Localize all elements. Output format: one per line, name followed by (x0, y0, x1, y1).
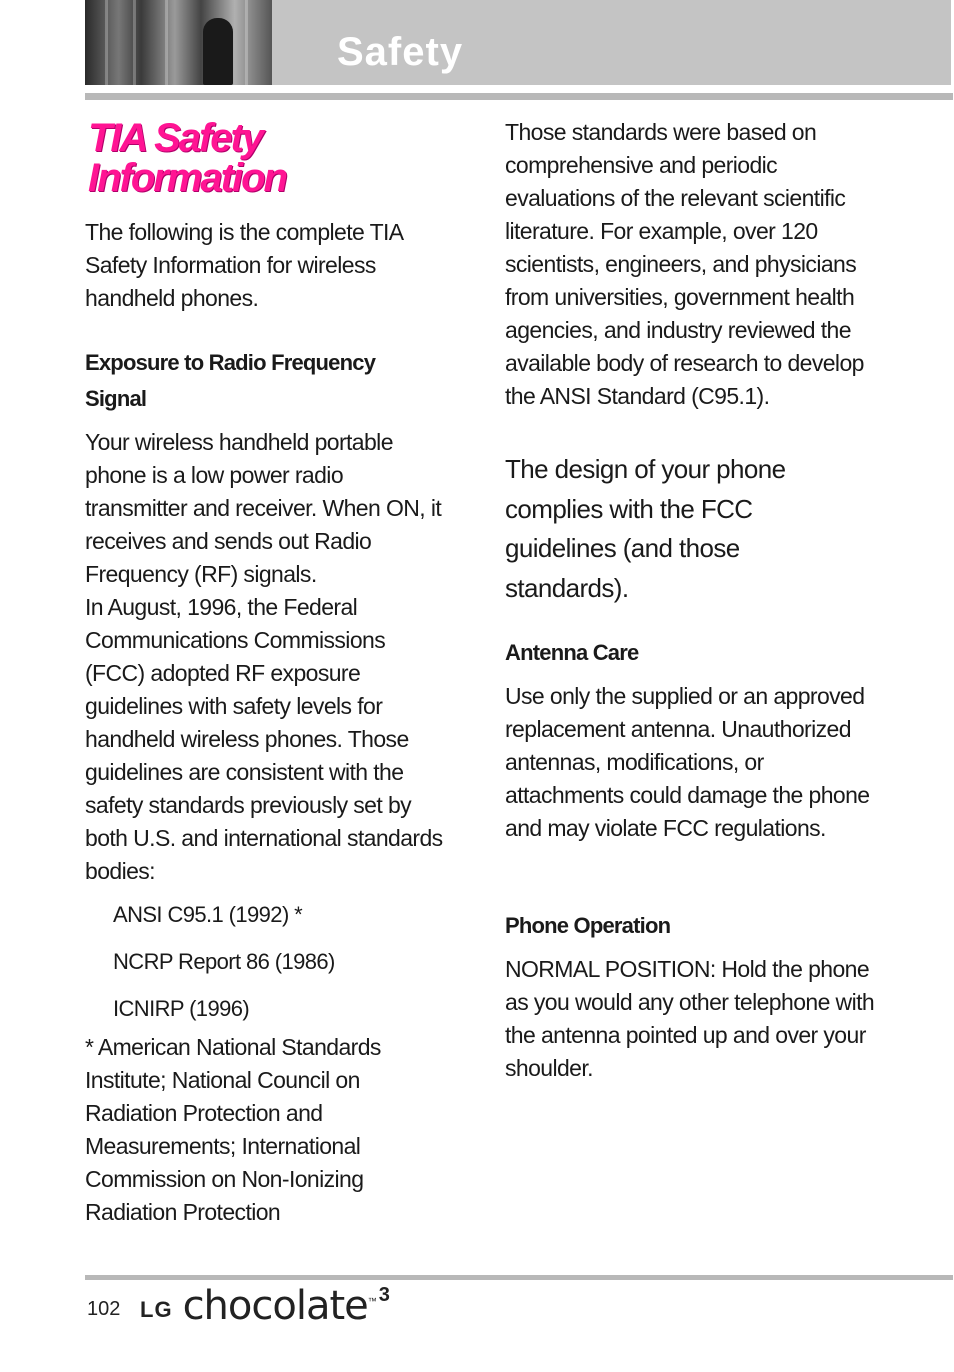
footer-rule (85, 1275, 953, 1280)
exposure-paragraph-1: Your wireless handheld portable phone is a low power radio transmitter and receiver. When ON, it receives and sends out Radio Frequency (RF) signals. (85, 429, 442, 587)
phone-operation-heading: Phone Operation (505, 913, 671, 938)
exposure-heading (85, 345, 445, 417)
model-number-superscript: 3 (378, 1284, 390, 1306)
standards-paragraph: Those standards were based on comprehensive and periodic evaluations of the relevant scientific literature. For example, over 120 scientists, engineers, and physicians from universities, government health agencies, and industry reviewed the available body of research to develop the ANSI Standard (C95.1). (505, 119, 864, 409)
standard-item: ANSI C95.1 (1992) * (113, 902, 303, 927)
design-paragraph: The design of your phone complies with the FCC guidelines (and those standards). (505, 454, 786, 603)
exposure-heading-line-2: Signal (85, 386, 147, 411)
standards-footnote: * American National Standards Institute; National Council on Radiation Protection and Measurements; International Commission on Non-Ionizing Radiation Protection (85, 1034, 381, 1225)
standard-item: ICNIRP (1996) (113, 996, 250, 1021)
section-title-line-1: TIA Safety (88, 116, 263, 160)
phone-operation-paragraph: NORMAL POSITION: Hold the phone as you would any other telephone with the antenna pointed up and over your shoulder. (505, 956, 875, 1081)
antenna-care-paragraph: Use only the supplied or an approved replacement antenna. Unauthorized antennas, modifications, or attachments could damage the phone and may violate FCC regulations. (505, 683, 870, 841)
antenna-care-heading: Antenna Care (505, 640, 639, 665)
standard-item: NCRP Report 86 (1986) (113, 949, 335, 974)
header-photo (85, 0, 272, 85)
page-header-title: Safety (337, 30, 464, 74)
section-title-line-2: Information (88, 156, 286, 200)
brand-logo (140, 1282, 390, 1329)
lg-logo-text: LG (140, 1297, 173, 1322)
chocolate-logo-text: chocolate (182, 1283, 368, 1329)
person-silhouette (203, 18, 233, 85)
intro-paragraph: The following is the complete TIA Safety Information for wireless handheld phones. (85, 219, 403, 311)
exposure-heading-line-1: Exposure to Radio Frequency (85, 350, 376, 375)
exposure-paragraph-2: In August, 1996, the Federal Communications Commissions (FCC) adopted RF exposure guidelines with safety levels for handheld wireless phones. Those guidelines are consistent with the safety standards previously set by both U.S. and international standards bodies: (85, 594, 443, 884)
page-number: 102 (87, 1298, 121, 1320)
trademark-symbol: ™ (367, 1296, 377, 1306)
header-rule (85, 93, 953, 100)
section-title (88, 118, 286, 198)
